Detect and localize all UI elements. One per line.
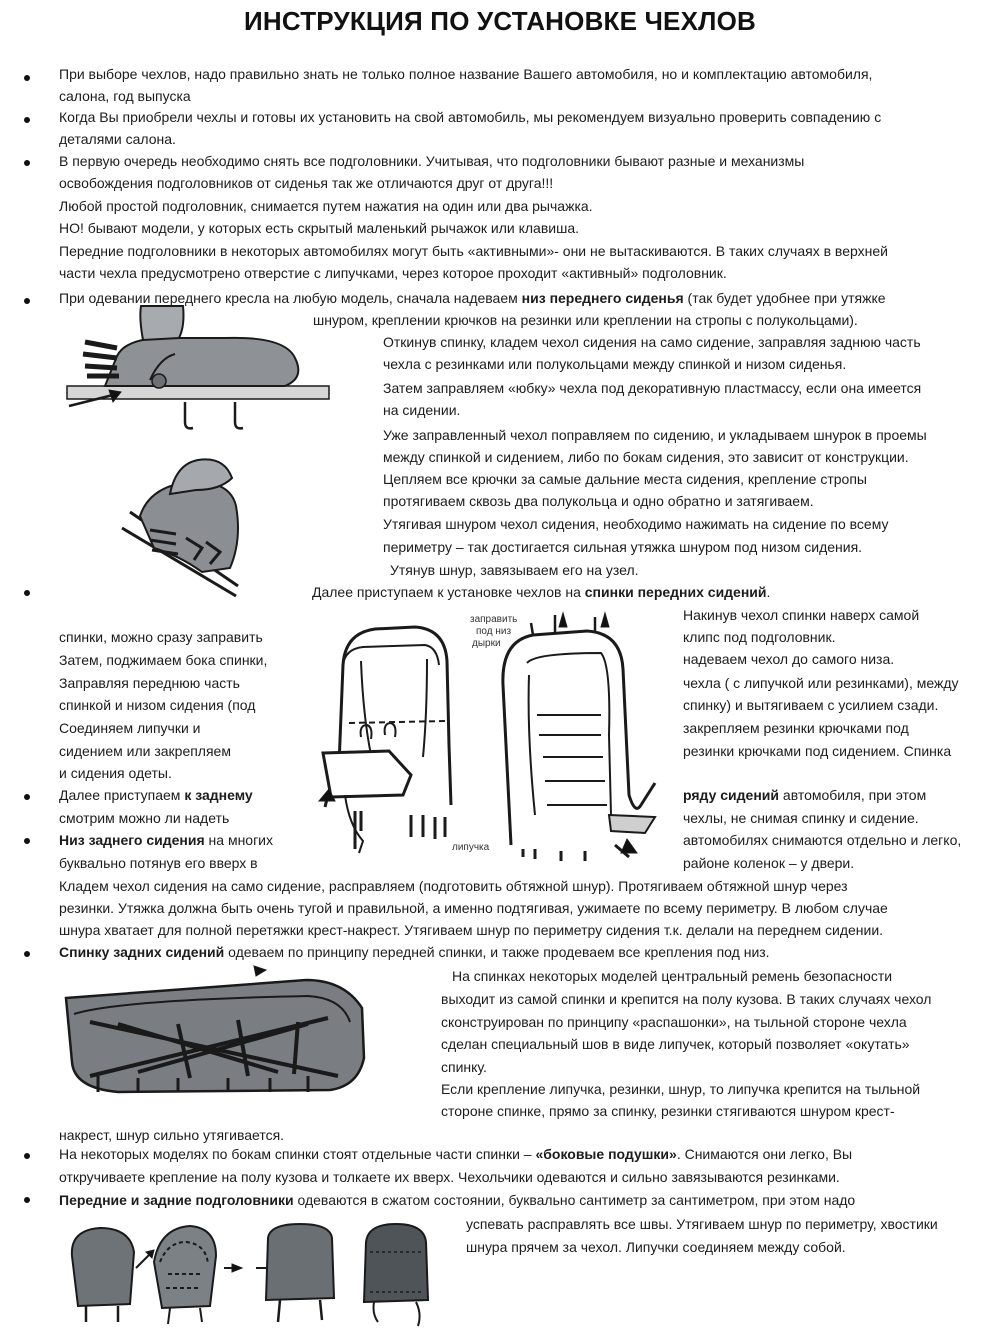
emphasis: Низ заднего сидения <box>59 832 205 848</box>
emphasis: ряду сидений <box>683 787 780 803</box>
text-line: шнуром, креплении крючков на резинки или креплении на стропы с полукольцами). <box>313 312 858 328</box>
text-line: освобождения подголовников от сиденья так же отличаются друг от друга!!! <box>59 175 554 191</box>
text-line: буквально потянув его вверх в <box>59 855 258 871</box>
text-line: клипс под подголовник. <box>683 629 836 645</box>
seat-lacing-illustration <box>110 456 290 596</box>
text-line: ряду сидений автомобиля, при этом <box>683 787 927 803</box>
text-line: откручиваете крепление на полу кузова и толкаете их вверх. Чехольчики одеваются и сильно завязываются резинками. <box>59 1169 840 1185</box>
diagram-caption: под низ <box>476 626 512 637</box>
text-line: деталями салона. <box>59 131 176 147</box>
text-line: спинку) и вытягиваем с усилием сзади. <box>683 697 939 713</box>
text-line: резинки крючками под сидением. Спинка <box>683 743 952 759</box>
text-line: надеваем чехол до самого низа. <box>683 651 895 667</box>
text-line: салона, год выпуска <box>59 88 191 104</box>
emphasis: низ переднего сиденья <box>521 290 684 306</box>
emphasis: «боковые подушки» <box>535 1146 677 1162</box>
bullet <box>24 838 30 844</box>
text-line: При выборе чехлов, надо правильно знать не только полное название Вашего автомобиля, но и комплектацию автомобиля, <box>59 66 873 82</box>
text-line: Спинку задних сидений одеваем по принципу передней спинки, и также продеваем все крепления под низ. <box>59 944 770 960</box>
text-line: части чехла предусмотрено отверстие с липучками, через которое проходит «активный» подголовник. <box>59 265 727 281</box>
text-line: и сидения одеты. <box>59 765 172 781</box>
text-line: В первую очередь необходимо снять все подголовники. Учитывая, что подголовники бывают разные и механизмы <box>59 153 805 169</box>
text-line: успевать расправлять все швы. Утягиваем шнур по периметру, хвостики <box>466 1216 938 1232</box>
text-line: Накинув чехол спинки наверх самой <box>683 607 920 623</box>
text-line: периметру – так достигается сильная утяжка шнуром под низом сидения. <box>383 539 863 555</box>
emphasis: Спинку задних сидений <box>59 944 225 960</box>
text-line: Передние подголовники в некоторых автомобилях могут быть «активными»- они не вытаскиваются. В таких случаях в верхней <box>59 243 888 259</box>
diagram-caption: заправить <box>470 614 518 625</box>
text-line: на сидении. <box>383 402 461 418</box>
text-line: Низ заднего сидения на многих <box>59 832 274 848</box>
text-line: Заправляя переднюю часть <box>59 675 240 691</box>
bullet <box>24 1153 30 1159</box>
text-line: шнура прячем за чехол. Липучки соединяем между собой. <box>466 1239 846 1255</box>
text-line: На спинках некоторых моделей центральный ремень безопасности <box>452 968 893 984</box>
diagram-caption: липучка <box>452 842 490 853</box>
text-line: между спинкой и сидением, либо по бокам сидения, это зависит от конструкции. <box>383 449 909 465</box>
text-line: Утянув шнур, завязываем его на узел. <box>390 562 639 578</box>
bullet <box>24 117 30 123</box>
text-line: Кладем чехол сидения на само сидение, расправляем (подготовить обтяжной шнур). Протягиваем обтяжной шнур через <box>59 878 848 894</box>
bullet <box>24 160 30 166</box>
text-line: сидением или закрепляем <box>59 743 231 759</box>
emphasis: Передние и задние подголовники <box>59 1192 294 1208</box>
text-line: НО! бывают модели, у которых есть скрытый маленький рычажок или клавиша. <box>59 220 579 236</box>
text-line: Цепляем все крючки за самые дальние места сидения, крепление стропы <box>383 471 867 487</box>
text-line: Если крепление липучка, резинки, шнур, то липучка крепится на тыльной <box>441 1081 921 1097</box>
text-line: закрепляем резинки крючками под <box>683 720 909 736</box>
text-line: районе коленок – у двери. <box>683 855 855 871</box>
text-line: спинкой и низом сидения (под <box>59 697 256 713</box>
page-title: ИНСТРУКЦИЯ ПО УСТАНОВКЕ ЧЕХЛОВ <box>244 6 756 36</box>
text-line: спинку. <box>441 1059 487 1075</box>
text-line: шнура хватает для полной перетяжки крест-накрест. Утягиваем шнур по периметру сидения т.к. делали на переднем сидении. <box>59 922 884 938</box>
emphasis: к заднему <box>184 787 253 803</box>
text-line: чехла ( с липучкой или резинками), между <box>683 675 959 691</box>
text-line: накрест, шнур сильно утягивается. <box>59 1127 285 1143</box>
text-line: Утягивая шнуром чехол сидения, необходимо нажимать на сидение по всему <box>383 516 889 532</box>
text-line: протягиваем сквозь два полукольца и одно обратно и затягиваем. <box>383 493 814 509</box>
text-line: резинки. Утяжка должна быть очень тугой и правильной, а именно подтягивая, ужимаете по всему периметру. В любом случае <box>59 900 888 916</box>
text-line: спинки, можно сразу заправить <box>59 629 263 645</box>
text-line: При одевании переднего кресла на любую модель, сначала надеваем низ переднего сиденья (так будет удобнее при утяжке <box>59 290 886 306</box>
text-line: Уже заправленный чехол поправляем по сидению, и укладываем шнурок в проемы <box>383 427 927 443</box>
text-line: чехла с резинками или полукольцами между спинкой и низом сиденья. <box>383 356 847 372</box>
text-line: чехлы, не снимая спинку и сидение. <box>683 810 919 826</box>
text-line: Когда Вы приобрели чехлы и готовы их установить на свой автомобиль, мы рекомендуем визуально проверить совпадению с <box>59 109 882 125</box>
bullet <box>24 75 30 81</box>
seat-bottom-illustration <box>55 318 355 448</box>
text-line: Откинув спинку, кладем чехол сидения на само сидение, заправляя заднюю часть <box>383 334 921 350</box>
text-line: Далее приступаем к заднему <box>59 787 253 803</box>
text-line: сделан специальный шов в виде липучек, который позволяет «окутать» <box>441 1036 910 1052</box>
text-line: На некоторых моделях по бокам спинки стоят отдельные части спинки – «боковые подушки». Снимаются они легко, Вы <box>59 1146 853 1162</box>
headrest-illustration <box>60 1222 440 1332</box>
text-line: Соединяем липучки и <box>59 720 201 736</box>
text-line: Любой простой подголовник, снимается путем нажатия на один или два рычажка. <box>59 198 593 214</box>
text-line: Передние и задние подголовники одеваются в сжатом состоянии, буквально сантиметр за сантиметром, при этом надо <box>59 1192 856 1208</box>
emphasis: спинки передних сидений <box>584 584 767 600</box>
bullet <box>24 1197 30 1203</box>
text-line: смотрим можно ли надеть <box>59 810 230 826</box>
bullet <box>24 590 30 596</box>
bullet <box>24 794 30 800</box>
text-line: Далее приступаем к установке чехлов на спинки передних сидений. <box>312 584 771 600</box>
text-line: автомобилях снимаются отдельно и легко, <box>683 832 962 848</box>
text-line: выходит из самой спинки и крепится на полу кузова. В таких случаях чехол <box>441 991 932 1007</box>
text-line: сконструирован по принципу «распашонки», на тыльной стороне чехла <box>441 1014 907 1030</box>
bullet <box>24 951 30 957</box>
diagram-caption: дырки <box>472 638 501 649</box>
bullet <box>24 298 30 304</box>
text-line: Затем заправляем «юбку» чехла под декоративную пластмассу, если она имеется <box>383 380 922 396</box>
text-line: Затем, поджимаем бока спинки, <box>59 652 268 668</box>
rear-seat-illustration <box>58 966 388 1096</box>
text-line: стороне спинке, прямо за спинку, резинки стягиваются шнуром крест- <box>441 1103 895 1119</box>
